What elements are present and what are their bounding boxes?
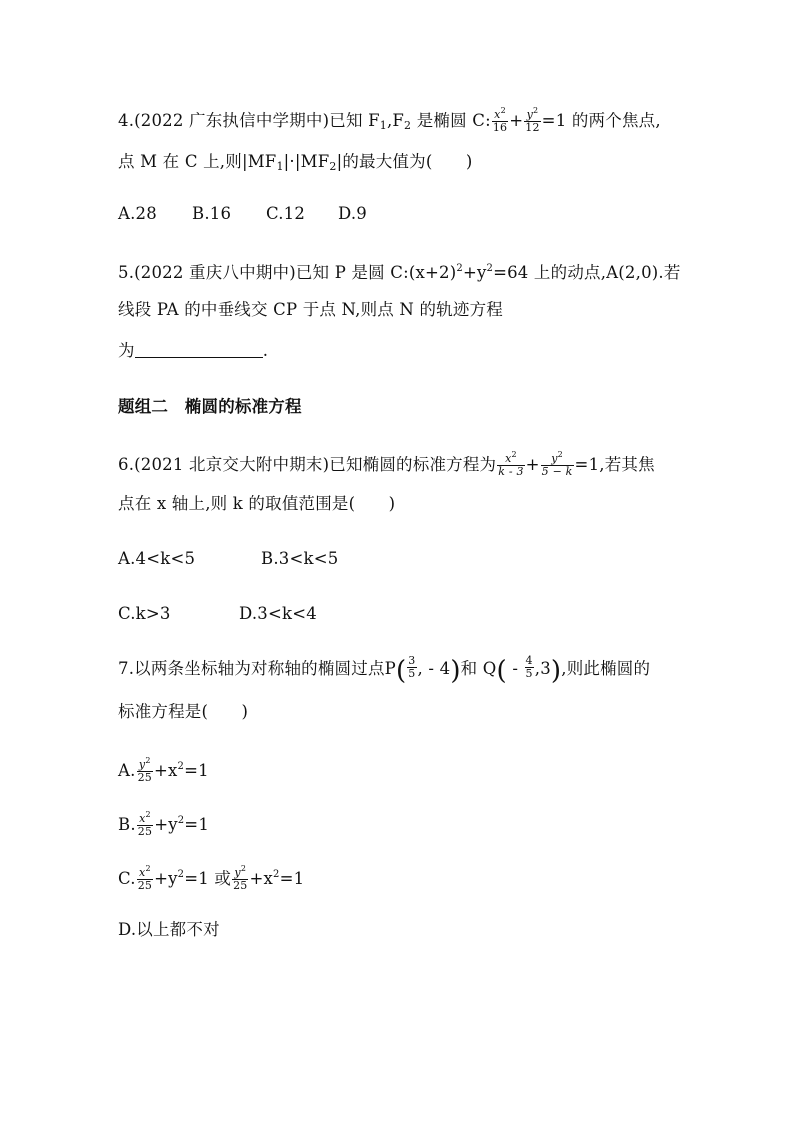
superscript: 2 xyxy=(456,263,463,274)
frac-numerator: x xyxy=(139,812,146,825)
q7-text: ,则此椭圆的 xyxy=(561,659,651,678)
q6-text: 6.(2021 北京交大附中期末)已知椭圆的标准方程为 xyxy=(118,455,497,474)
q6-option-b[interactable]: B.3<k<5 xyxy=(261,549,339,568)
q5-text: =64 上的动点,A(2,0).若 xyxy=(493,263,681,282)
fraction-x2-25 xyxy=(137,863,153,892)
q4-options xyxy=(118,203,367,225)
q6-text: 点在 x 轴上,则 k 的取值范围是( ) xyxy=(118,494,396,513)
q4-text: =1 的两个焦点, xyxy=(541,111,661,130)
q4-option-a[interactable]: A.28 xyxy=(118,204,157,223)
q7-text: , - 4 xyxy=(417,659,451,678)
superscript: 2 xyxy=(557,450,563,459)
superscript: 2 xyxy=(177,815,185,826)
fraction-x2-k-3 xyxy=(497,449,524,478)
option-label: B. xyxy=(118,815,136,834)
fraction-x2-25 xyxy=(137,809,153,838)
frac-numerator: y xyxy=(234,866,241,879)
q4-line-2 xyxy=(118,151,473,178)
fraction-y2-12 xyxy=(524,105,540,134)
q7-text: =1 xyxy=(184,761,209,780)
q4-text: |的最大值为( ) xyxy=(336,152,473,171)
frac-denominator: 5 xyxy=(408,667,416,680)
fraction-4-5 xyxy=(525,655,534,680)
superscript: 2 xyxy=(240,864,247,873)
subscript: 2 xyxy=(404,119,412,132)
frac-denominator: 25 xyxy=(137,825,153,838)
frac-numerator: y xyxy=(551,452,558,465)
right-paren: ) xyxy=(450,656,461,686)
q6-option-a[interactable]: A.4<k<5 xyxy=(118,549,196,568)
superscript: 2 xyxy=(145,756,151,765)
q4-text: 4.(2022 广东执信中学期中)已知 F xyxy=(118,111,380,130)
frac-denominator: 25 xyxy=(137,879,153,892)
frac-numerator: y xyxy=(526,108,534,121)
option-label: A. xyxy=(118,761,136,780)
frac-numerator: x xyxy=(505,452,512,465)
q7-text: =1 xyxy=(184,815,210,834)
fraction-y2-25 xyxy=(137,755,153,784)
q4-text: |·|MF xyxy=(283,152,330,171)
q7-option-d[interactable] xyxy=(118,919,220,941)
q7-line-1 xyxy=(118,654,651,686)
q5-answer-blank[interactable] xyxy=(135,341,263,358)
q4-text: 是椭圆 C: xyxy=(411,111,491,130)
frac-denominator: k - 3 xyxy=(498,465,524,478)
subscript: 2 xyxy=(329,160,337,173)
fraction-3-5 xyxy=(407,655,416,680)
superscript: 2 xyxy=(273,869,280,880)
frac-numerator: 3 xyxy=(408,654,416,667)
q6-options-row-2 xyxy=(118,603,317,625)
superscript: 2 xyxy=(177,761,185,772)
q7-option-c[interactable] xyxy=(118,864,304,894)
q4-option-c[interactable]: C.12 xyxy=(266,204,306,223)
q6-options-row-1 xyxy=(118,548,338,570)
frac-denominator: 5 xyxy=(525,667,533,680)
q7-text: 标准方程是( ) xyxy=(118,702,249,721)
q5-text: 线段 PA 的中垂线交 CP 于点 N,则点 N 的轨迹方程 xyxy=(118,300,504,319)
q7-text: =1 或 xyxy=(184,869,232,888)
q4-option-d[interactable]: D.9 xyxy=(338,204,367,223)
q6-option-d[interactable]: D.3<k<4 xyxy=(239,604,317,623)
superscript: 2 xyxy=(177,869,185,880)
superscript: 2 xyxy=(533,106,539,115)
q5-line-3 xyxy=(118,340,268,362)
section-title: 题组二 椭圆的标准方程 xyxy=(118,397,302,416)
q4-text: ,F xyxy=(386,111,405,130)
frac-numerator: y xyxy=(138,758,146,771)
superscript: 2 xyxy=(145,864,151,873)
plus-sign: + xyxy=(525,455,540,474)
q5-text: 为 xyxy=(118,341,135,360)
q4-line-1 xyxy=(118,107,661,137)
option-label: C. xyxy=(118,869,136,888)
q7-text: +y xyxy=(154,869,178,888)
q7-text: +y xyxy=(154,815,178,834)
frac-denominator: 5 − k xyxy=(541,465,573,478)
q5-text: +y xyxy=(462,263,487,282)
q4-option-b[interactable]: B.16 xyxy=(192,204,232,223)
q4-text: 点 M 在 C 上,则|MF xyxy=(118,152,277,171)
frac-denominator: 25 xyxy=(137,771,152,784)
superscript: 2 xyxy=(486,263,494,274)
q6-text: =1,若其焦 xyxy=(574,455,655,474)
fraction-x2-16 xyxy=(492,105,508,134)
fraction-y2-25 xyxy=(232,863,248,892)
frac-numerator: x xyxy=(139,866,146,879)
q7-text: 和 Q xyxy=(460,659,497,678)
frac-denominator: 25 xyxy=(233,879,248,892)
subscript: 1 xyxy=(379,119,387,132)
left-paren: ( xyxy=(496,656,507,686)
frac-denominator: 16 xyxy=(492,121,508,134)
frac-numerator: 4 xyxy=(525,654,533,667)
option-label: D.以上都不对 xyxy=(118,920,220,939)
plus-sign: + xyxy=(509,111,524,130)
q7-text: +x xyxy=(249,869,274,888)
frac-numerator: x xyxy=(494,108,501,121)
right-paren: ) xyxy=(550,656,562,686)
q7-text: +x xyxy=(153,761,178,780)
q7-text: - xyxy=(506,659,524,678)
q7-option-a[interactable] xyxy=(118,756,209,786)
q7-text: =1 xyxy=(279,869,305,888)
superscript: 2 xyxy=(511,450,517,459)
q6-line-1 xyxy=(118,451,655,480)
subscript: 1 xyxy=(276,160,284,173)
q5-text: 5.(2022 重庆八中期中)已知 P 是圆 C:(x+2) xyxy=(118,263,457,282)
left-paren: ( xyxy=(395,656,407,686)
superscript: 2 xyxy=(500,106,506,115)
q5-text: . xyxy=(262,341,269,360)
fraction-y2-5-k xyxy=(541,449,574,478)
q6-line-2 xyxy=(118,493,395,515)
q7-text: ,3 xyxy=(534,659,551,678)
q7-text: 7.以两条坐标轴为对称轴的椭圆过点P xyxy=(118,659,396,678)
q5-line-2 xyxy=(118,299,503,321)
q7-option-b[interactable] xyxy=(118,810,209,840)
q5-line-1 xyxy=(118,258,681,284)
q7-line-2 xyxy=(118,701,248,723)
superscript: 2 xyxy=(145,810,151,819)
q6-option-c[interactable]: C.k>3 xyxy=(118,604,171,623)
frac-denominator: 12 xyxy=(525,121,540,134)
